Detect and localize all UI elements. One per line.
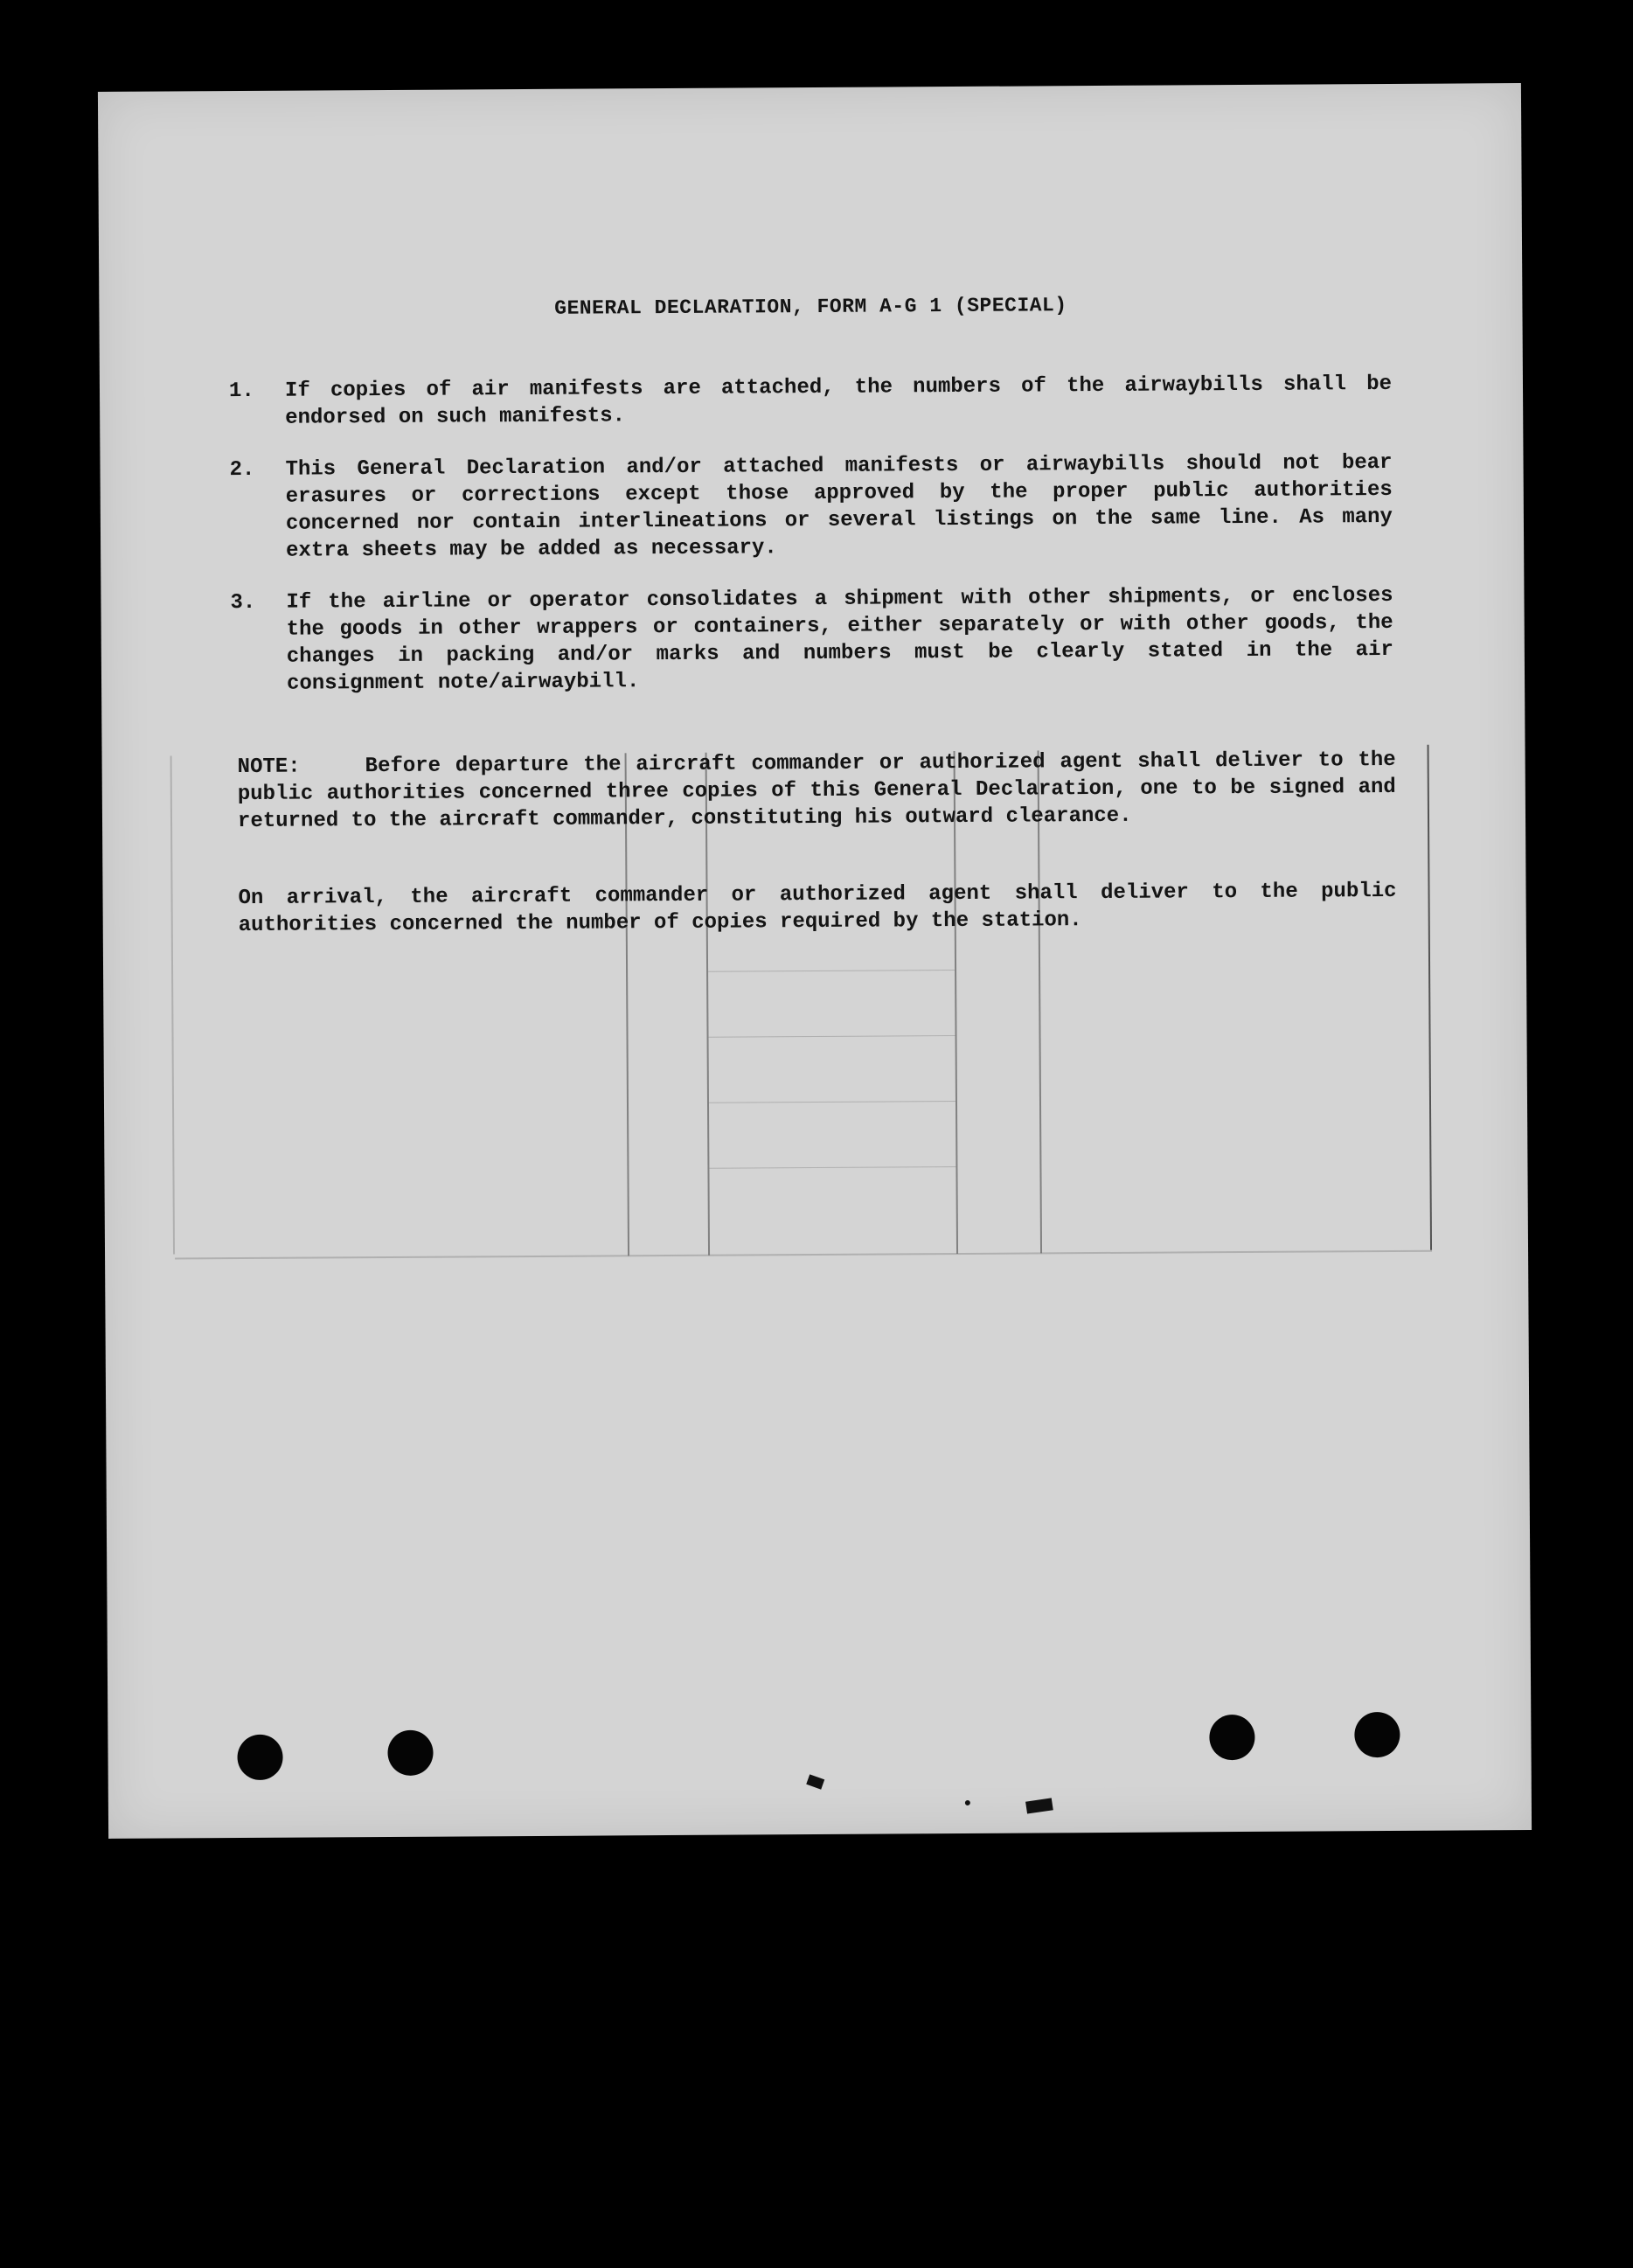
show-through-row-rule-2: [709, 1035, 955, 1038]
show-through-row-rule-1: [708, 970, 955, 972]
note-departure-text: Before departure the aircraft commander or authorized agent shall deliver to the public authorities concerned three copies of this General Declaration, one to be signed and returned to the aircraft commander, constituting his outward clearance.: [237, 748, 1396, 834]
instruction-number: 1.: [228, 379, 254, 404]
punch-hole-3: [1209, 1715, 1254, 1760]
document-page: [98, 83, 1532, 1839]
instruction-text: If copies of air manifests are attached, the numbers of the airwaybills shall be endorsed on such manifests.: [284, 372, 1393, 430]
ink-speck: [1025, 1798, 1053, 1813]
punch-hole-1: [237, 1735, 282, 1780]
ink-speck: [965, 1800, 970, 1805]
show-through-row-rule-4: [709, 1166, 955, 1169]
instruction-text: If the airline or operator consolidates a shipment with other shipments, or encloses the goods in other wrappers or containers, either separately or with other goods, the changes in packing and/or marks and numbers must be clearly stated in the air consignment note/airwaybill.: [286, 583, 1393, 696]
instruction-text: This General Declaration and/or attached manifests or airwaybills should not bear erasures or corrections except those approved by the proper public authorities concerned nor contain interlineations or several listings on the same line. As many extra sheets may be added as necessary.: [285, 450, 1393, 563]
note-label: NOTE:: [237, 755, 301, 780]
ink-speck: [806, 1774, 824, 1789]
show-through-row-rule-3: [709, 1101, 955, 1103]
instruction-item-3: [230, 582, 1393, 698]
form-title: GENERAL DECLARATION, FORM A-G 1 (SPECIAL): [554, 294, 1067, 320]
punch-hole-4: [1354, 1712, 1400, 1757]
show-through-table-right-rule: [1428, 745, 1433, 1250]
show-through-table-left-rule: [170, 755, 175, 1254]
note-arrival-text: On arrival, the aircraft commander or authorized agent shall deliver to the public authorities concerned the number of copies required by the station.: [238, 879, 1397, 938]
note-paragraph-departure: [238, 747, 1397, 835]
show-through-table-bottom-rule: [175, 1250, 1432, 1260]
punch-hole-2: [387, 1730, 433, 1776]
instruction-item-2: [229, 449, 1393, 565]
instruction-item-1: [229, 371, 1392, 432]
instruction-number: 2.: [229, 457, 255, 483]
instruction-number: 3.: [230, 590, 256, 616]
note-paragraph-arrival: [238, 878, 1396, 939]
